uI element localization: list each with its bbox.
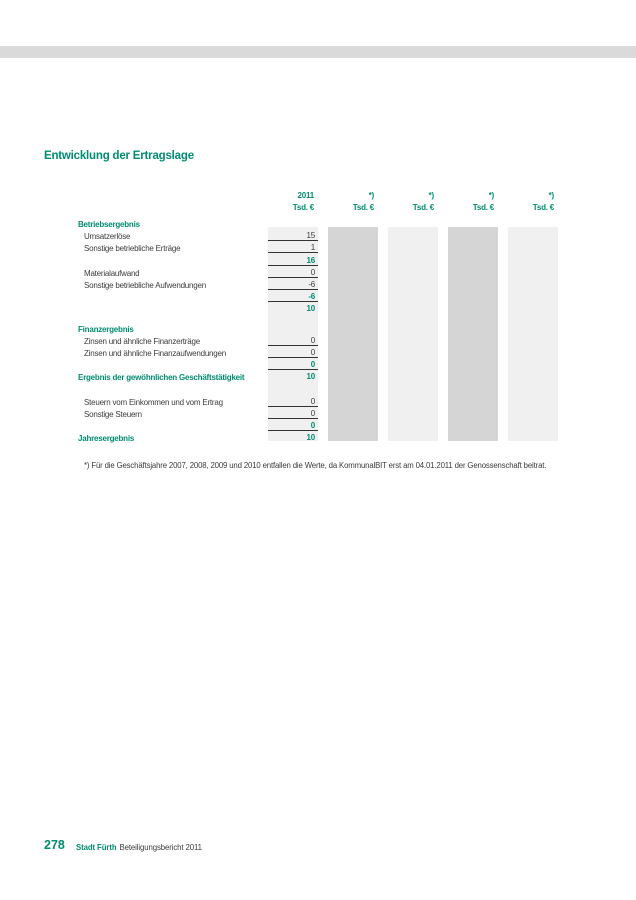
table-row [78,280,558,292]
column-header [448,190,498,214]
row-value: -6 [268,280,318,290]
table-row [78,243,558,255]
column-year-label: *) [488,191,494,200]
footer-document-title: Beteiligungsbericht 2011 [119,843,202,852]
row-value: 0 [268,397,318,407]
table-row [78,360,558,372]
earnings-table [78,190,558,452]
row-value: 1 [268,243,318,253]
row-label: Sonstige betriebliche Aufwendungen [84,281,206,290]
page-number: 278 [44,838,65,852]
page-footer [76,843,202,852]
row-value: 0 [268,336,318,346]
table-row [78,433,558,445]
column-year-label: *) [368,191,374,200]
row-label: Zinsen und ähnliche Finanzerträge [84,336,200,346]
row-label: Ergebnis der gewöhnlichen Geschäftstätigkeit [78,373,245,383]
row-value: 0 [268,348,318,358]
page-title: Entwicklung der Ertragslage [44,150,194,162]
row-label: Sonstige Steuern [84,410,142,419]
row-label: Umsatzerlöse [84,232,131,242]
table-row [78,348,558,360]
table-row [78,372,558,384]
row-value: 10 [306,372,315,382]
column-unit-label: Tsd. € [532,203,554,212]
column-year-label: 2011 [297,191,314,200]
column-unit-label: Tsd. € [352,203,374,212]
row-value: -6 [268,292,318,302]
row-value: 10 [306,433,315,443]
row-value: 0 [268,268,318,278]
footer-publisher: Stadt Fürth [76,843,117,852]
page-header-band [0,46,636,58]
row-value: 10 [306,304,315,314]
row-value: 0 [268,360,318,370]
column-header [388,190,438,214]
column-year-label: *) [428,191,434,200]
row-value: 0 [268,409,318,419]
table-row [78,421,558,433]
column-unit-label: Tsd. € [292,203,314,212]
table-row [78,324,558,336]
column-header [268,190,318,214]
table-row [78,268,558,280]
table-row [78,231,558,243]
column-header [508,190,558,214]
row-label: Materialaufwand [84,268,140,278]
column-header [328,190,378,214]
row-label: Zinsen und ähnliche Finanzaufwendungen [84,349,226,358]
row-value: 0 [268,421,318,431]
table-row [78,219,558,231]
table-footnote: *) Für die Geschäftsjahre 2007, 2008, 2009 und 2010 entfallen die Werte, da KommunalBIT erst am 04.01.2011 der Genossenschaft beitrat. [84,461,547,470]
column-year-label: *) [548,191,554,200]
row-label: Finanzergebnis [78,324,134,334]
row-label: Sonstige betriebliche Erträge [84,244,181,254]
row-value: 15 [268,231,318,241]
row-label: Jahresergebnis [78,434,135,444]
table-row [78,292,558,304]
table-row [78,304,558,316]
column-unit-label: Tsd. € [472,203,494,212]
table-row [78,256,558,268]
column-unit-label: Tsd. € [412,203,434,212]
table-row [78,336,558,348]
row-value: 16 [268,256,318,266]
table-row [78,409,558,421]
row-label: Betriebsergebnis [78,220,140,229]
table-row [78,397,558,409]
row-label: Steuern vom Einkommen und vom Ertrag [84,397,223,407]
